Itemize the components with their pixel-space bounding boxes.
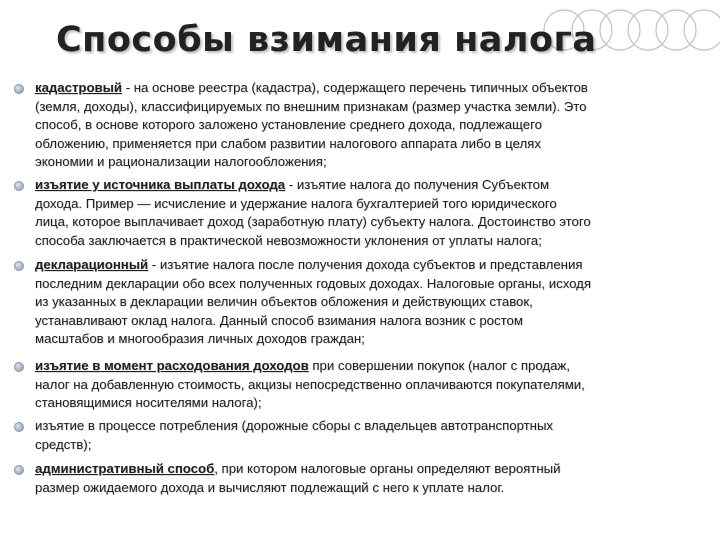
list-item-text	[35, 176, 703, 250]
item-line: лица, которое выплачивает доход (заработную плату) субъекту налога. Достоинство этого	[35, 214, 591, 230]
item-line: (земля, доходы), классифицируемых по внешним признакам (размер участка земли). Это	[35, 98, 587, 114]
bullet-icon	[14, 181, 24, 191]
list-item-text	[35, 79, 703, 172]
item-line: из указанных в декларации величин объектов обложения и действующих ставок,	[35, 294, 533, 310]
page-title: Способы взимания налога	[56, 20, 597, 60]
item-line: экономии и рационализации налогообложения;	[35, 154, 327, 170]
item-line: - изъятие налога после получения дохода субъектов и представления	[148, 257, 583, 272]
bullet-icon	[14, 422, 24, 432]
item-line: способа заключается в практической невозможности уклонения от уплаты налога;	[35, 232, 542, 248]
list-item-text	[35, 357, 703, 413]
item-line: обложению, применяется при слабом развитии налогового аппарата либо в целях	[35, 135, 541, 151]
item-line: изъятие в процессе потребления (дорожные сборы с владельцев автотранспортных	[35, 418, 554, 433]
item-line: - изъятие налога до получения Субъектом	[285, 177, 550, 192]
item-line: - на основе реестра (кадастра), содержащего перечень типичных объектов	[122, 80, 588, 95]
item-line: , при котором налоговые органы определяют вероятный	[214, 461, 561, 476]
term-at-spending: изъятие в момент расходования доходов	[35, 358, 309, 373]
term-administrative: административный способ	[35, 461, 215, 476]
item-line: при совершении покупок (налог с продаж,	[308, 358, 570, 373]
list-item-text	[35, 417, 703, 454]
bullet-icon	[14, 465, 24, 475]
item-line: устанавливают оклад налога. Данный способ взимания налога возник с ростом	[35, 312, 523, 328]
item-line: налог на добавленную стоимость, акцизы непосредственно оплачиваются покупателями,	[35, 376, 585, 392]
item-line: средств);	[35, 436, 92, 452]
item-line: способ, в основе которого заложено установление среднего дохода, подлежащего	[35, 117, 542, 133]
bullet-icon	[14, 261, 24, 271]
item-line: масштабов и многообразия личных доходов граждан;	[35, 331, 365, 347]
list-item-text	[35, 256, 703, 349]
item-line: последним декларации обо всех полученных годовых доходах. Налоговые органы, исходя	[35, 275, 592, 291]
term-withholding-at-source: изъятие у источника выплаты дохода	[35, 177, 286, 192]
bullet-icon	[14, 362, 24, 372]
item-line: дохода. Пример — исчисление и удержание налога бухгалтерией того юридического	[35, 195, 557, 211]
bullet-icon	[14, 84, 24, 94]
list-item-text	[35, 460, 703, 497]
item-line: становящимися носителями налога);	[35, 395, 262, 411]
term-declaration: декларационный	[35, 257, 149, 272]
item-line: размер ожидаемого дохода и вычисляют подлежащий с него к уплате налог.	[35, 479, 505, 495]
term-cadastral: кадастровый	[35, 80, 123, 95]
